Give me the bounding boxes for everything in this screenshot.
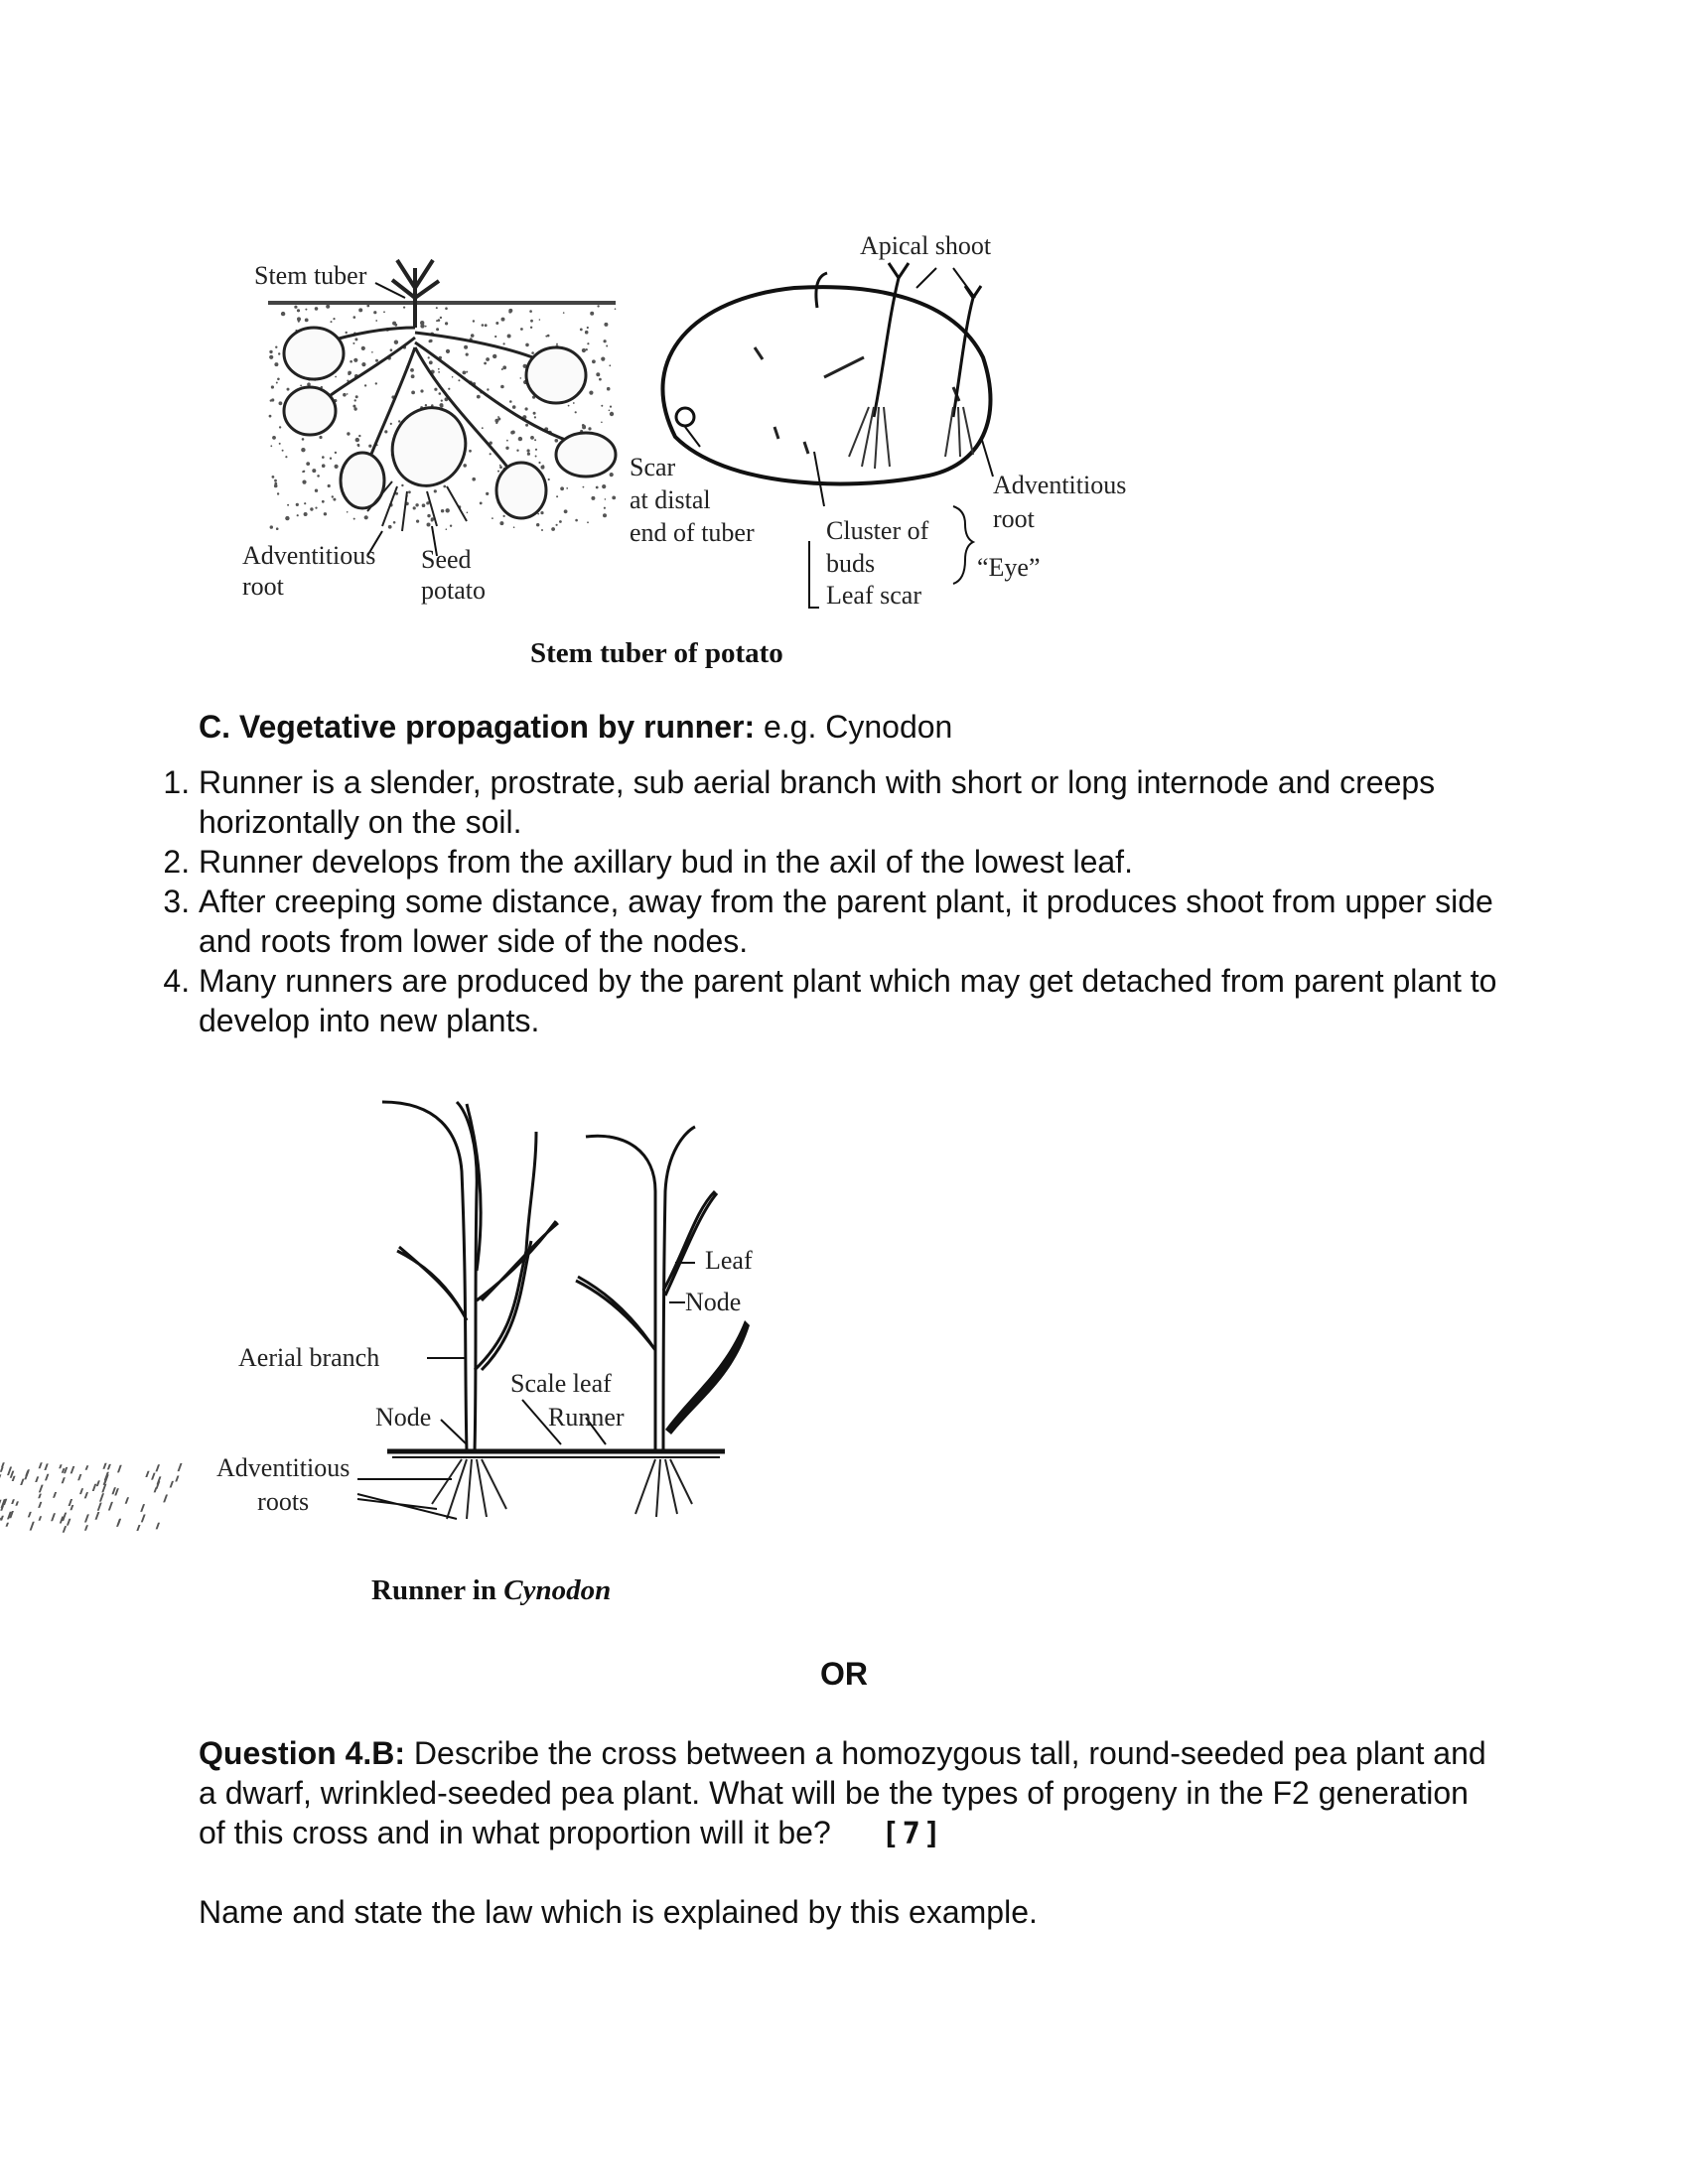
figure2-caption-text: Runner in bbox=[371, 1574, 504, 1606]
soil-speckle bbox=[108, 1502, 113, 1511]
soil-speckle bbox=[59, 1464, 62, 1468]
soil-speckle bbox=[125, 1497, 129, 1504]
soil-speckle bbox=[38, 1494, 42, 1499]
soil-speckle bbox=[145, 1471, 149, 1477]
question-followup: Name and state the law which is explained by this example. bbox=[199, 1894, 1038, 1930]
soil-speckle bbox=[30, 1522, 35, 1531]
figure2-caption-italic: Cynodon bbox=[503, 1574, 612, 1606]
figure1-caption: Stem tuber of potato bbox=[530, 637, 783, 669]
section-c-heading-bold: C. Vegetative propagation by runner: bbox=[199, 709, 756, 745]
soil-speckle bbox=[67, 1519, 71, 1526]
soil-speckle bbox=[79, 1488, 83, 1494]
soil-speckle bbox=[39, 1462, 43, 1468]
soil-speckle bbox=[11, 1499, 15, 1504]
soil-speckle bbox=[6, 1523, 9, 1527]
label-adventitious-roots: Adventitious roots bbox=[216, 1453, 351, 1516]
label-seed-potato: Seed potato bbox=[421, 545, 486, 606]
soil-speckle bbox=[96, 1480, 100, 1486]
soil-speckle bbox=[156, 1523, 160, 1530]
soil-speckle bbox=[39, 1516, 43, 1520]
soil-speckle bbox=[69, 1499, 73, 1506]
list-item: 1. Runner is a slender, prostrate, sub aerial branch with short or long internode and creeps horizontally on the soil. bbox=[199, 762, 1549, 842]
soil-speckle bbox=[0, 1505, 4, 1510]
label-stem-tuber: Stem tuber bbox=[254, 261, 367, 290]
label-apical-shoot: Apical shoot bbox=[860, 231, 992, 260]
label-adventitious-root-left: Adventitious root bbox=[242, 541, 376, 602]
label-adventitious-root-right: Adventitious root bbox=[993, 471, 1127, 533]
soil-speckle bbox=[44, 1463, 48, 1470]
soil-speckle bbox=[51, 1513, 56, 1521]
soil-speckle bbox=[170, 1481, 174, 1488]
question-label: Question 4.B: bbox=[199, 1735, 406, 1771]
soil-speckle bbox=[0, 1474, 1, 1478]
soil-speckle bbox=[155, 1464, 160, 1471]
soil-speckle bbox=[84, 1492, 88, 1498]
soil-speckle bbox=[151, 1473, 156, 1480]
or-separator: OR bbox=[820, 1656, 868, 1692]
soil-speckle bbox=[12, 1476, 16, 1481]
label-leaf: Leaf bbox=[705, 1246, 753, 1275]
list-item: 2. Runner develops from the axillary bud in the axil of the lowest leaf. bbox=[199, 842, 1549, 882]
soil-speckle bbox=[95, 1512, 100, 1520]
soil-speckle bbox=[136, 1525, 140, 1531]
soil-speckle bbox=[178, 1463, 183, 1471]
soil-speckle bbox=[0, 1500, 2, 1505]
soil-speckle bbox=[63, 1526, 67, 1533]
question-marks: [7] bbox=[881, 1817, 944, 1851]
soil-speckle bbox=[117, 1465, 122, 1473]
soil-speckle bbox=[154, 1487, 158, 1492]
soil-speckle bbox=[62, 1477, 66, 1483]
figure2-caption bbox=[371, 1574, 611, 1607]
soil-speckle bbox=[53, 1492, 57, 1498]
soil-speckle bbox=[35, 1476, 39, 1482]
soil-speckle bbox=[102, 1463, 106, 1469]
question-4b bbox=[199, 1733, 1489, 1854]
section-c-heading-rest: e.g. Cynodon bbox=[755, 709, 953, 745]
list-item: 4. Many runners are produced by the parent plant which may get detached from parent plant to develop into new plants. bbox=[199, 961, 1549, 1040]
soil-speckle bbox=[140, 1504, 145, 1512]
soil-speckle bbox=[1, 1462, 5, 1467]
label-node-right: Node bbox=[685, 1288, 742, 1316]
soil-speckle bbox=[15, 1501, 19, 1505]
soil-speckle bbox=[39, 1485, 44, 1493]
soil-speckle bbox=[85, 1465, 89, 1470]
soil-speckle bbox=[45, 1474, 49, 1481]
soil-speckle bbox=[70, 1505, 73, 1510]
soil-speckle bbox=[92, 1484, 97, 1491]
soil-speckle bbox=[84, 1525, 88, 1531]
soil-speckle bbox=[70, 1466, 75, 1473]
soil-speckle bbox=[28, 1512, 32, 1518]
soil-speckle bbox=[20, 1479, 24, 1485]
soil-speckle bbox=[77, 1474, 81, 1480]
label-leaf-scar: Leaf scar bbox=[826, 581, 921, 610]
soil-speckle bbox=[84, 1514, 89, 1522]
soil-speckle bbox=[107, 1464, 111, 1470]
label-scale-leaf: Scale leaf bbox=[510, 1369, 612, 1398]
label-scar: Scar at distal end of tuber bbox=[630, 453, 755, 547]
soil-speckle bbox=[101, 1484, 106, 1493]
question-text: Describe the cross between a homozygous tall, round-seeded pea plant and a dwarf, wrinkled-seeded pea plant. What will be the types of progeny in the F2 generation of this cross and in what proportion will it be? bbox=[199, 1735, 1486, 1850]
soil-speckle bbox=[175, 1476, 179, 1482]
soil-speckle bbox=[116, 1519, 121, 1527]
soil-speckle bbox=[99, 1493, 104, 1501]
soil-speckle bbox=[141, 1515, 146, 1523]
label-eye: “Eye” bbox=[977, 553, 1041, 582]
label-runner: Runner bbox=[548, 1403, 625, 1432]
label-cluster-of-buds: Cluster of buds bbox=[826, 516, 929, 578]
soil-speckle bbox=[163, 1495, 168, 1503]
soil-speckle bbox=[97, 1503, 102, 1511]
soil-speckle bbox=[38, 1502, 42, 1508]
label-node-left: Node bbox=[375, 1403, 432, 1432]
label-aerial-branch: Aerial branch bbox=[238, 1343, 380, 1372]
soil-speckle bbox=[0, 1467, 4, 1472]
list-item: 3. After creeping some distance, away from the parent plant, it produces shoot from upper side and roots from lower side of the nodes. bbox=[199, 882, 1549, 961]
